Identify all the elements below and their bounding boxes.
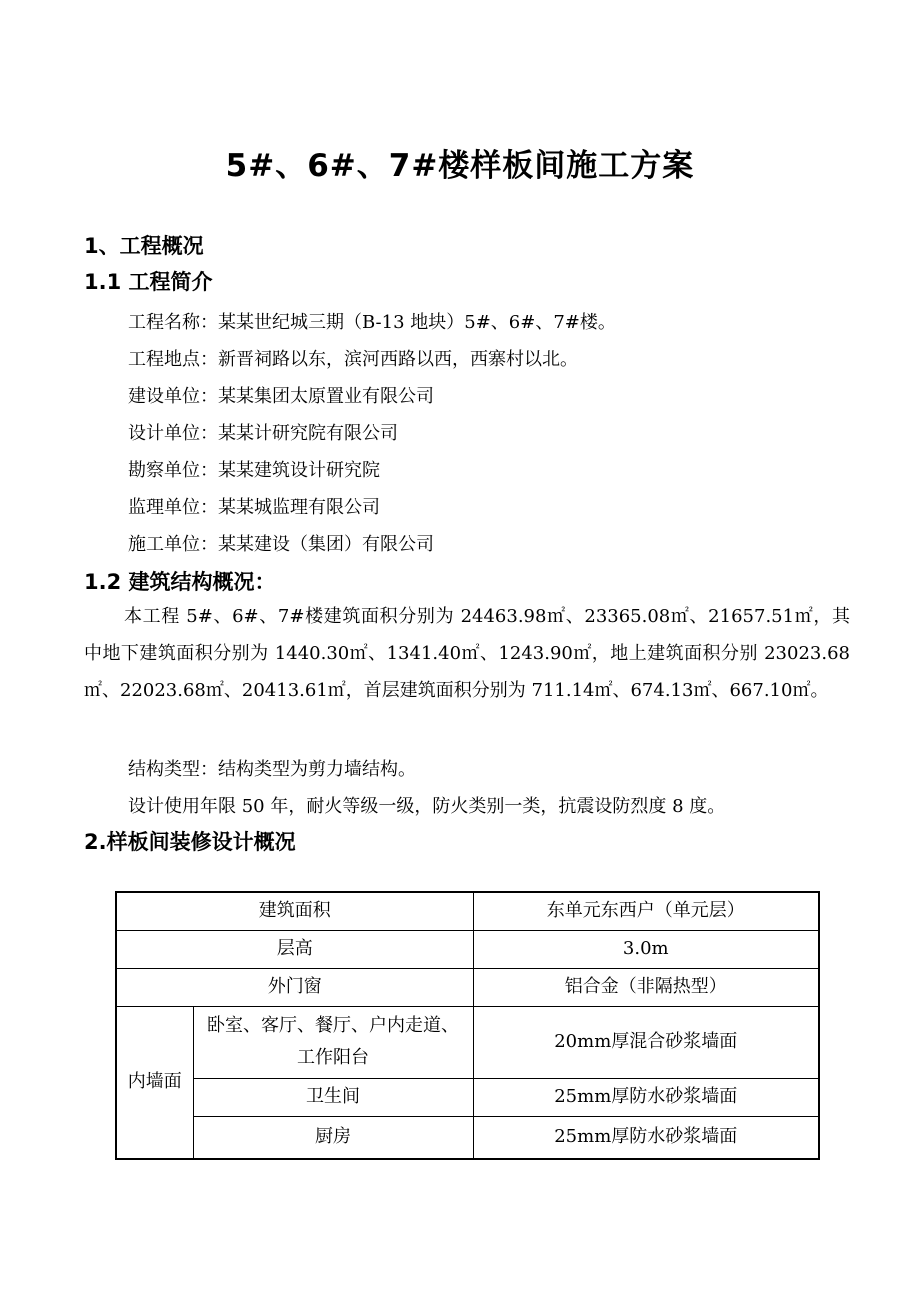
table-cell-label: 厨房 [193, 1116, 473, 1159]
table-cell-label: 卧室、客厅、餐厅、户内走道、工作阳台 [193, 1006, 473, 1078]
table-row [116, 1116, 819, 1159]
table-row [116, 968, 819, 1006]
structure-type-line: 结构类型：结构类型为剪力墙结构。 [128, 759, 416, 780]
table-row [116, 1078, 819, 1116]
building-area-paragraph: 本工程 5#、6#、7#楼建筑面积分别为 24463.98㎡、23365.08㎡、21657.51㎡，其中地下建筑面积分别为 1440.30㎡、1341.40㎡、1243.90㎡，地上建筑面积分别 23023.68㎡、22023.68㎡、20413.61㎡，首层建筑面积分别为 711.14㎡、674.13㎡、667.10㎡。 [84, 606, 850, 701]
table-cell-label: 建筑面积 [116, 892, 473, 930]
table-cell-label: 层高 [116, 930, 473, 968]
project-location-line: 工程地点：新晋祠路以东，滨河西路以西，西寨村以北。 [128, 349, 578, 370]
table-cell-value: 东单元东西户（单元层） [473, 892, 819, 930]
subsection-heading-structure: 1.2 建筑结构概况： [84, 570, 276, 594]
section-heading-decoration: 2.样板间装修设计概况 [84, 830, 296, 854]
table-cell-value: 25mm厚防水砂浆墙面 [473, 1116, 819, 1159]
table-cell-value: 20mm厚混合砂浆墙面 [473, 1006, 819, 1078]
table-cell-label: 外门窗 [116, 968, 473, 1006]
owner-unit-line: 建设单位：某某集团太原置业有限公司 [128, 386, 434, 407]
table-row [116, 1006, 819, 1078]
section-heading-overview: 1、工程概况 [84, 234, 204, 258]
table-cell-value: 25mm厚防水砂浆墙面 [473, 1078, 819, 1116]
table-row [116, 930, 819, 968]
table-cell-value: 铝合金（非隔热型） [473, 968, 819, 1006]
table-cell-value: 3.0m [473, 930, 819, 968]
construction-unit-line: 施工单位：某某建设（集团）有限公司 [128, 534, 434, 555]
subsection-heading-intro: 1.1 工程简介 [84, 270, 213, 294]
table-row [116, 892, 819, 930]
document-title: 5#、6#、7#楼样板间施工方案 [225, 148, 695, 184]
design-life-line: 设计使用年限 50 年，耐火等级一级，防火类别一类，抗震设防烈度 8 度。 [128, 796, 726, 817]
survey-unit-line: 勘察单位：某某建筑设计研究院 [128, 460, 380, 481]
supervision-unit-line: 监理单位：某某城监理有限公司 [128, 497, 380, 518]
table-cell-label: 卫生间 [193, 1078, 473, 1116]
project-name-line: 工程名称：某某世纪城三期（B-13 地块）5#、6#、7#楼。 [128, 312, 616, 333]
design-unit-line: 设计单位：某某计研究院有限公司 [128, 423, 398, 444]
decoration-spec-table [115, 891, 820, 1160]
table-cell-group-label: 内墙面 [116, 1006, 193, 1159]
